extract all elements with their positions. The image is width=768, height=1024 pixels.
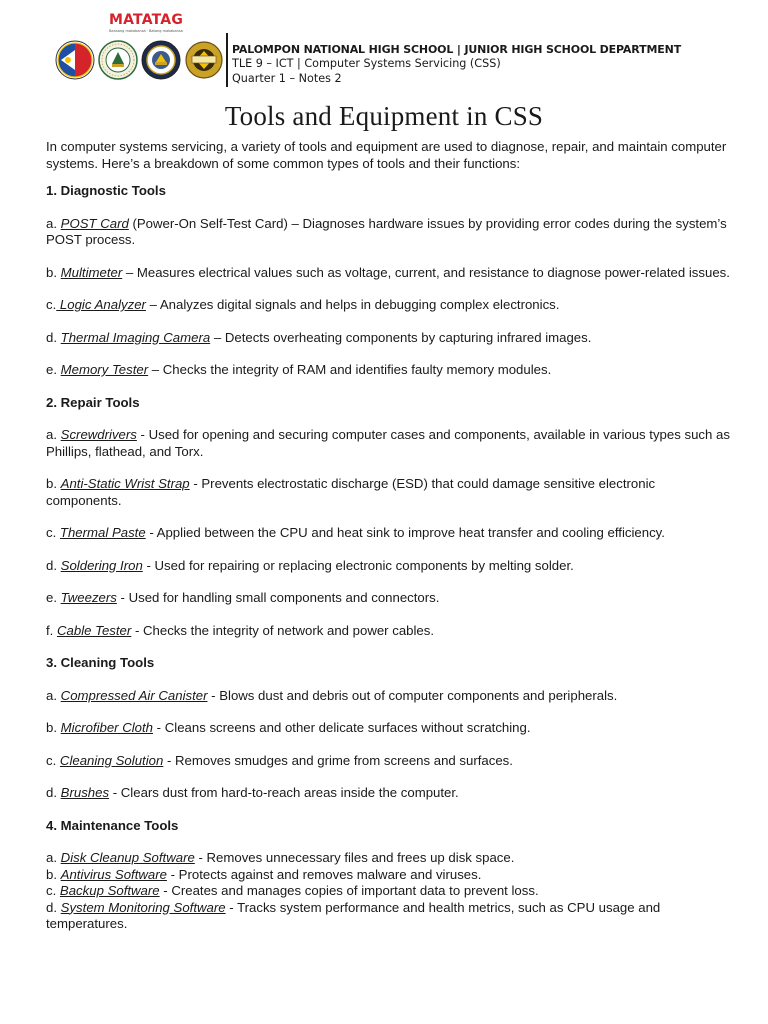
list-item — [46, 525, 730, 542]
item-prefix: a. — [46, 427, 61, 442]
section-heading: 4. Maintenance Tools — [46, 817, 179, 833]
item-prefix: b. — [46, 720, 61, 735]
list-item — [46, 883, 730, 900]
item-prefix: d. — [46, 899, 61, 915]
page-header — [0, 0, 768, 95]
list-item — [46, 558, 730, 575]
item-prefix: b. — [46, 476, 61, 491]
school-info — [232, 42, 681, 86]
list-item — [46, 362, 730, 379]
item-prefix: c. — [46, 297, 57, 312]
item-term: Cleaning Solution — [59, 752, 164, 768]
item-term: Memory Tester — [60, 362, 149, 377]
notes-line: Quarter 1 – Notes 2 — [232, 71, 342, 85]
matatag-logo — [100, 12, 192, 34]
item-description: - Cleans screens and other delicate surfaces without scratching. — [153, 720, 531, 735]
item-description: - Used for opening and securing computer cases and components, available in various types such as Phillips, flathead, and Torx. — [46, 427, 730, 459]
item-description: - Tracks system performance and health metrics, such as CPU usage and temperatures. — [46, 899, 661, 931]
item-term: Thermal Imaging Camera — [60, 329, 211, 345]
item-description: - Checks the integrity of network and power cables. — [131, 622, 435, 638]
list-item — [46, 330, 730, 347]
item-term: Anti-Static Wrist Strap — [60, 476, 190, 491]
section-heading: 3. Cleaning Tools — [46, 655, 155, 670]
item-description: – Measures electrical values such as voltage, current, and resistance to diagnose power-related issues. — [122, 264, 730, 280]
course-line: TLE 9 – ICT | Computer Systems Servicing (CSS) — [232, 57, 501, 70]
list-item — [46, 476, 730, 509]
item-description: - Blows dust and debris out of computer components and peripherals. — [207, 687, 618, 703]
item-prefix: c. — [46, 883, 60, 898]
list-item — [46, 623, 730, 640]
item-term: Multimeter — [60, 264, 123, 280]
item-prefix: a. — [46, 687, 61, 703]
item-description: - Clears dust from hard-to-reach areas inside the computer. — [109, 785, 459, 800]
matatag-logo-text: MATATAG — [108, 12, 184, 28]
list-item — [46, 427, 730, 460]
item-prefix: b. — [46, 866, 61, 882]
item-prefix: c. — [46, 752, 60, 768]
municipal-seal-icon — [141, 40, 181, 80]
item-term: Logic Analyzer — [56, 297, 146, 312]
list-item — [46, 688, 730, 705]
item-term: Microfiber Cloth — [60, 720, 154, 735]
item-term: POST Card — [60, 215, 129, 231]
item-prefix: a. — [46, 850, 61, 865]
item-prefix: b. — [46, 264, 61, 280]
item-prefix: e. — [46, 590, 61, 605]
seal-row — [55, 40, 225, 80]
school-logo-icon — [184, 40, 224, 80]
item-prefix: e. — [46, 362, 61, 377]
item-description: – Detects overheating components by capturing infrared images. — [210, 329, 592, 345]
item-description: - Removes smudges and grime from screens and surfaces. — [163, 752, 513, 768]
item-prefix: c. — [46, 525, 60, 540]
item-term: Cable Tester — [57, 622, 132, 638]
item-prefix: d. — [46, 557, 61, 573]
item-term: Thermal Paste — [59, 525, 146, 540]
list-item — [46, 900, 730, 933]
item-description: - Creates and manages copies of important data to prevent loss. — [159, 883, 539, 898]
list-item — [46, 753, 730, 770]
item-term: Tweezers — [60, 590, 117, 605]
item-prefix: a. — [46, 215, 61, 231]
item-description: (Power-On Self-Test Card) – Diagnoses hardware issues by providing error codes during the system’s POST process. — [46, 215, 727, 247]
item-term: Backup Software — [59, 883, 160, 898]
item-term: Soldering Iron — [60, 557, 143, 573]
list-item — [46, 216, 730, 249]
list-item — [46, 297, 730, 314]
header-divider — [226, 33, 228, 87]
item-description: - Prevents electrostatic discharge (ESD) that could damage sensitive electronic components. — [46, 476, 656, 508]
list-item — [46, 590, 730, 607]
item-prefix: d. — [46, 329, 61, 345]
section-heading: 1. Diagnostic Tools — [46, 183, 166, 198]
item-description: - Used for handling small components and connectors. — [116, 590, 440, 605]
school-name: PALOMPON NATIONAL HIGH SCHOOL | JUNIOR HIGH SCHOOL DEPARTMENT — [232, 43, 682, 56]
item-description: - Protects against and removes malware and viruses. — [166, 866, 482, 882]
list-item — [46, 867, 730, 884]
item-prefix: d. — [46, 785, 61, 800]
division-seal-icon — [98, 40, 138, 80]
list-item — [46, 265, 730, 282]
section-heading: 2. Repair Tools — [46, 394, 140, 410]
item-prefix: f. — [46, 622, 57, 638]
intro-paragraph: In computer systems servicing, a variety of tools and equipment are used to diagnose, repair, and maintain computer systems. Here’s a breakdown of some common types of tools and their functions: — [46, 139, 727, 171]
item-term: Antivirus Software — [60, 866, 167, 882]
item-term: Disk Cleanup Software — [60, 850, 195, 865]
item-term: Brushes — [60, 785, 110, 800]
matatag-tagline: Bansang makabansa · Batang makabansa — [109, 29, 183, 33]
item-term: Screwdrivers — [60, 427, 137, 442]
item-description: - Removes unnecessary files and frees up disk space. — [194, 850, 515, 865]
item-description: – Analyzes digital signals and helps in debugging complex electronics. — [145, 297, 560, 312]
deped-seal-icon — [55, 40, 95, 80]
item-description: - Used for repairing or replacing electronic components by melting solder. — [142, 557, 574, 573]
item-description: – Checks the integrity of RAM and identifies faulty memory modules. — [148, 362, 552, 377]
document-body — [46, 139, 730, 933]
page-title: Tools and Equipment in CSS — [224, 101, 544, 131]
list-item — [46, 720, 730, 737]
list-item — [46, 850, 730, 867]
item-term: Compressed Air Canister — [60, 687, 208, 703]
list-item — [46, 785, 730, 802]
item-term: System Monitoring Software — [60, 899, 226, 915]
item-description: - Applied between the CPU and heat sink to improve heat transfer and cooling efficiency. — [145, 525, 665, 540]
